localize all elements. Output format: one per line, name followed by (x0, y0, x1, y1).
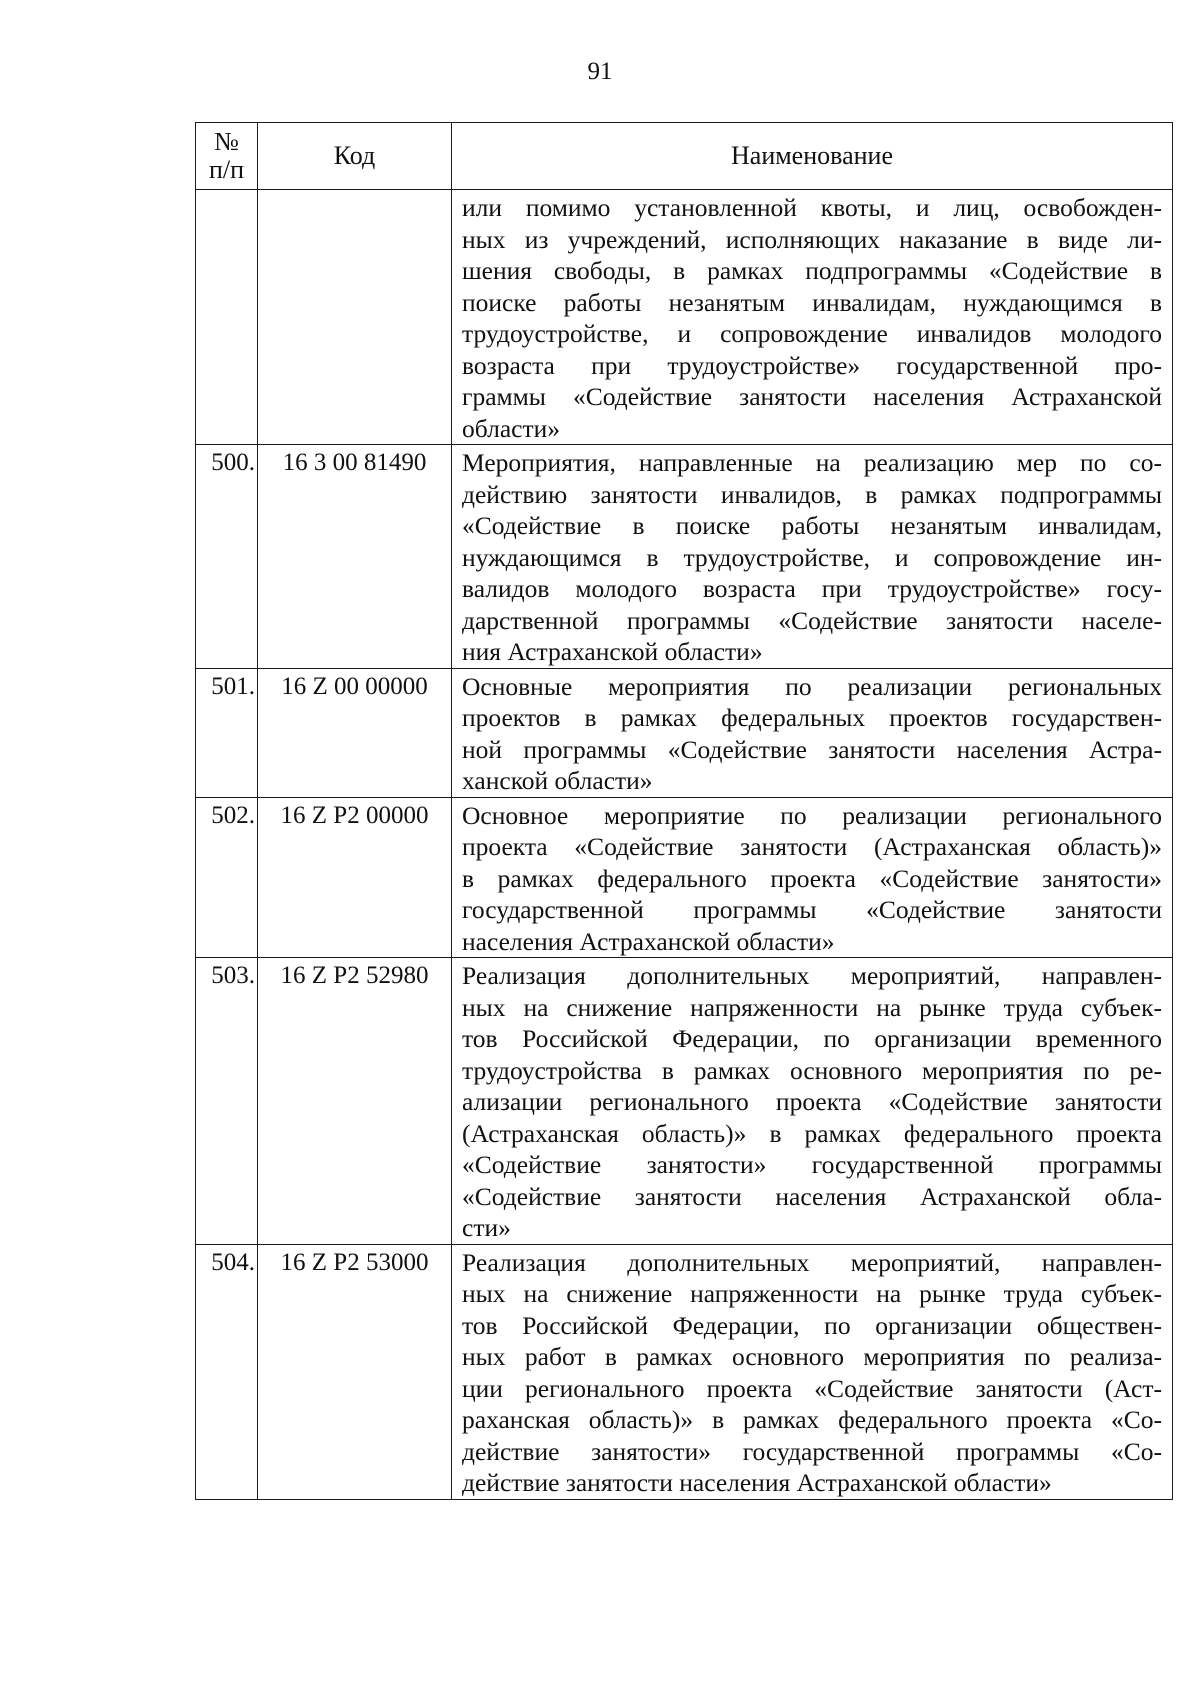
header-number (196, 123, 258, 190)
row-number: 502. (196, 797, 258, 958)
row-name-line: тов Российской Федерации, по организации временного (462, 1024, 1162, 1053)
row-name-line: возраста при трудоустройстве» государственной про- (462, 350, 1162, 380)
row-name-line: населения Астраханской области» (462, 926, 835, 956)
row-name (452, 190, 1173, 445)
row-name (452, 958, 1173, 1245)
row-code: 16 Z P2 52980 (258, 958, 452, 1245)
row-code: 16 Z P2 53000 (258, 1244, 452, 1499)
row-name-line: нуждающимся в трудоустройстве, и сопровождение ин- (462, 542, 1162, 572)
row-name-line: Основное мероприятие по реализации регионального (462, 800, 1162, 830)
row-name-line: ных из учреждений, исполняющих наказание в виде ли- (462, 224, 1162, 254)
row-name-line: в рамках федерального проекта «Содействие занятости» (462, 863, 1162, 893)
row-name-line: сти» (462, 1213, 511, 1242)
row-name (452, 668, 1173, 797)
row-name-line: (Астраханская область)» в рамках федерального проекта (462, 1118, 1162, 1148)
row-name (452, 797, 1173, 958)
row-name-line: шения свободы, в рамках подпрограммы «Содействие в (462, 256, 1162, 285)
row-name-line: ных работ в рамках основного мероприятия по реализа- (462, 1342, 1162, 1371)
row-number (196, 190, 258, 445)
row-code (258, 190, 452, 445)
row-name-line: ния Астраханской области» (462, 637, 763, 666)
row-name-line: Реализация дополнительных мероприятий, направлен- (462, 1247, 1162, 1277)
row-name-line: трудоустройства в рамках основного мероприятия по ре- (462, 1055, 1162, 1085)
row-name-line: трудоустройстве, и сопровождение инвалидов молодого (462, 319, 1162, 348)
row-name-line: граммы «Содействие занятости населения Астраханской (462, 382, 1162, 411)
row-name-line: поиске работы незанятым инвалидам, нуждающимся в (462, 287, 1162, 317)
row-name-line: ных на снижение напряженности на рынке труда субъек- (462, 992, 1162, 1022)
table-row (196, 958, 1173, 1245)
header-number-symbol: № (214, 127, 239, 156)
header-name: Наименование (452, 123, 1173, 190)
row-number: 504. (196, 1244, 258, 1499)
row-name-line: «Содействие в поиске работы незанятым инвалидам, (462, 511, 1162, 540)
row-name-line: ных на снижение напряженности на рынке труда субъек- (462, 1279, 1162, 1308)
row-name-line: Мероприятия, направленные на реализацию мер по со- (462, 448, 1162, 477)
row-name-line: тов Российской Федерации, по организации обществен- (462, 1310, 1162, 1340)
table-row (196, 797, 1173, 958)
row-name-line: проектов в рамках федеральных проектов государствен- (462, 703, 1162, 732)
row-name-line: действию занятости инвалидов, в рамках подпрограммы (462, 479, 1162, 509)
table-row (196, 668, 1173, 797)
row-name-line: Реализация дополнительных мероприятий, направлен- (462, 961, 1162, 990)
table-row (196, 190, 1173, 445)
table-row (196, 1244, 1173, 1499)
row-name-line: государственной программы «Содействие занятости (462, 895, 1162, 924)
row-name-line: проекта «Содействие занятости (Астраханская область)» (462, 832, 1162, 861)
header-number-label: п/п (208, 155, 245, 184)
row-name-line: ции регионального проекта «Содействие занятости (Аст- (462, 1373, 1162, 1403)
row-code: 16 Z 00 00000 (258, 668, 452, 797)
row-name-line: действие занятости» государственной программы «Со- (462, 1436, 1162, 1466)
row-name-line: валидов молодого возраста при трудоустройстве» госу- (462, 574, 1162, 603)
row-code: 16 3 00 81490 (258, 445, 452, 669)
table-header-row (196, 123, 1173, 190)
row-code: 16 Z P2 00000 (258, 797, 452, 958)
row-name-line: Основные мероприятия по реализации региональных (462, 671, 1162, 701)
table-body (196, 190, 1173, 1500)
page-number: 91 (587, 58, 613, 85)
row-name-line: или помимо установленной квоты, и лиц, освобожден- (462, 193, 1162, 222)
row-name-line: «Содействие занятости населения Астраханской обла- (462, 1181, 1162, 1211)
row-name-line: раханская область)» в рамках федерального проекта «Со- (462, 1405, 1162, 1434)
row-number: 500. (196, 445, 258, 669)
row-name-line: области» (462, 413, 560, 443)
row-name-line: действие занятости населения Астраханской области» (462, 1468, 1052, 1497)
row-number: 501. (196, 668, 258, 797)
row-name (452, 1244, 1173, 1499)
row-name-line: ализации регионального проекта «Содействие занятости (462, 1087, 1162, 1116)
header-code: Код (258, 123, 452, 190)
row-name-line: ханской области» (462, 766, 653, 795)
row-number: 503. (196, 958, 258, 1245)
budget-code-table (195, 122, 1173, 1500)
row-name-line: «Содействие занятости» государственной программы (462, 1150, 1162, 1179)
row-name-line: ной программы «Содействие занятости населения Астра- (462, 734, 1162, 764)
table-row (196, 445, 1173, 669)
row-name-line: дарственной программы «Содействие занятости населе- (462, 605, 1162, 635)
row-name (452, 445, 1173, 669)
